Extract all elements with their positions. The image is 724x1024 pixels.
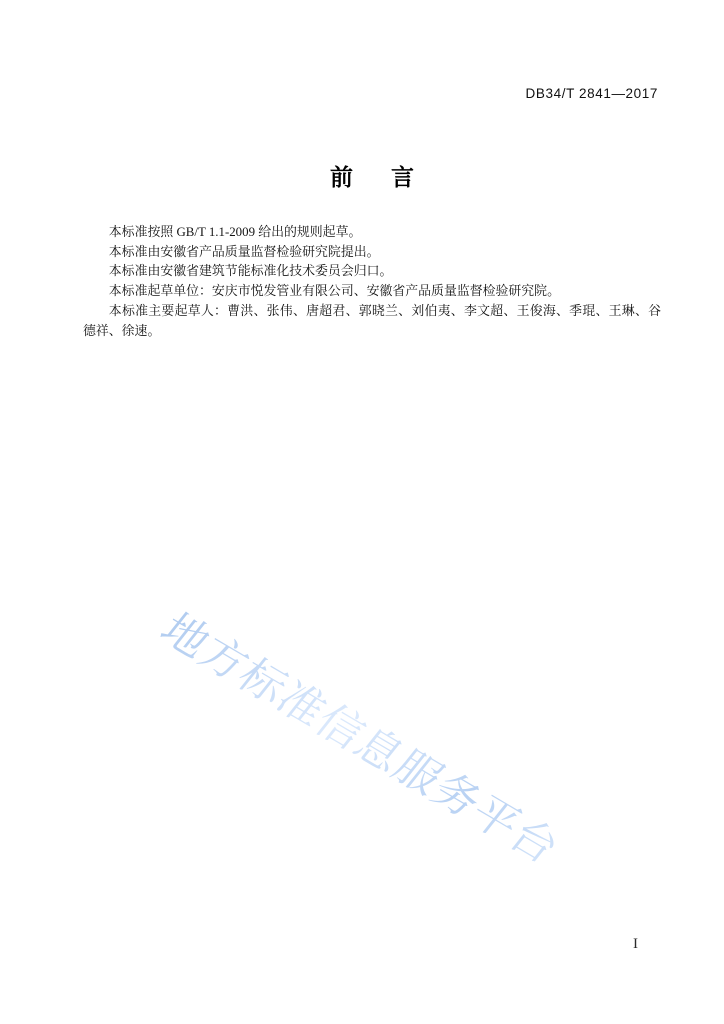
standard-code-header: DB34/T 2841—2017 <box>525 86 658 101</box>
diagonal-watermark: 地方标准信息服务平台 <box>149 596 577 875</box>
foreword-paragraph-drafting-rules: 本标准按照 GB/T 1.1-2009 给出的规则起草。 <box>108 225 362 239</box>
foreword-title-char-1: 前 <box>330 165 353 190</box>
foreword-body <box>83 223 661 341</box>
foreword-paragraph-proposed-by: 本标准由安徽省产品质量监督检验研究院提出。 <box>108 244 380 259</box>
foreword-title <box>83 159 661 192</box>
foreword-paragraph-drafting-organizations: 本标准起草单位：安庆市悦发管业有限公司、安徽省产品质量监督检验研究院。 <box>108 284 560 299</box>
foreword-paragraph-under-jurisdiction: 本标准由安徽省建筑节能标准化技术委员会归口。 <box>108 264 393 279</box>
foreword-paragraph-main-drafters: 本标准主要起草人：曹洪、张伟、唐超君、郭晓兰、刘伯夷、李文超、王俊海、季琨、王琳、谷德祥、徐速。 <box>83 303 661 338</box>
foreword-title-char-2: 言 <box>391 165 414 190</box>
page-number: I <box>633 936 638 952</box>
